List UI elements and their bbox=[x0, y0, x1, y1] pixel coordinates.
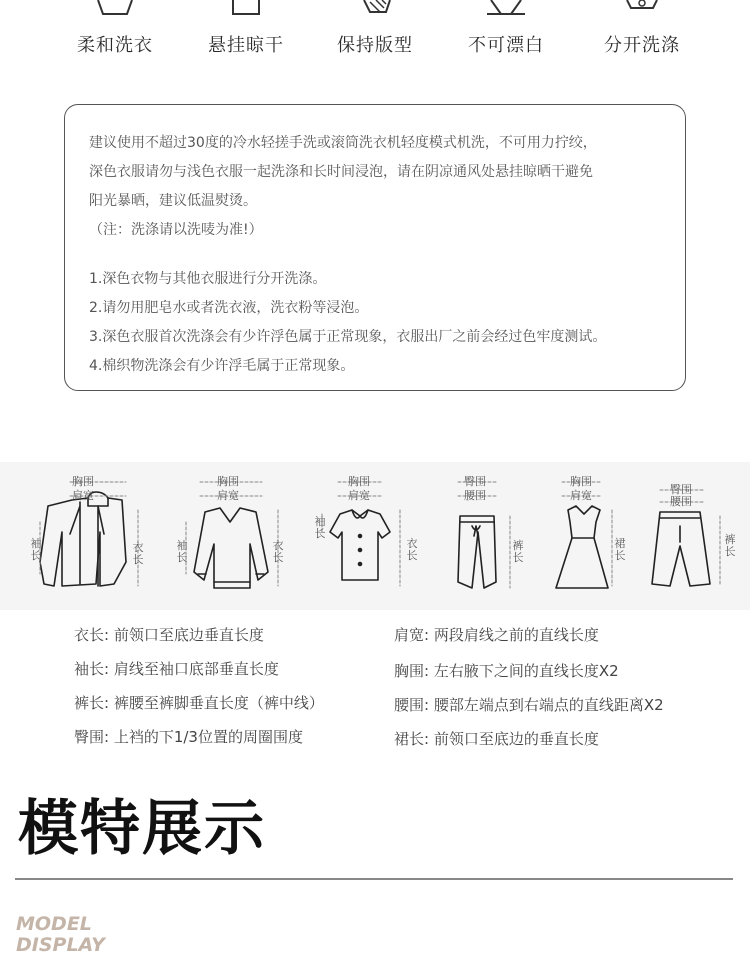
definition-item: 裤长: 裤腰至裤脚垂直长度（裤中线） bbox=[74, 694, 324, 712]
care-item-handwash bbox=[55, 0, 175, 70]
pants-length-label: 裤长 bbox=[512, 539, 524, 564]
shirt-icon bbox=[330, 510, 390, 580]
sweater-length-label: 衣长 bbox=[272, 539, 284, 564]
sweater-icon bbox=[194, 508, 268, 588]
notice-line: 深色衣服请勿与浅色衣服一起洗涤和长时间浸泡，请在阴凉通风处悬挂晾晒干避免 bbox=[89, 164, 593, 180]
care-instructions-row bbox=[0, 0, 750, 70]
jacket-length-label: 衣长 bbox=[132, 541, 144, 566]
jacket-shoulder-label: 肩宽 bbox=[72, 489, 94, 502]
jacket-sleeve-label: 袖长 bbox=[30, 537, 42, 562]
care-label: 柔和洗衣 bbox=[77, 35, 153, 56]
notice-note: （注：洗涤请以洗唛为准!） bbox=[89, 222, 263, 238]
notice-point: 3.深色衣服首次洗涤会有少许浮色属于正常现象，衣服出厂之前会经过色牢度测试。 bbox=[89, 329, 607, 345]
pants-icon bbox=[458, 516, 496, 588]
separate-wash-icon bbox=[617, 0, 667, 20]
definition-item: 袖长: 肩线至袖口底部垂直长度 bbox=[74, 660, 279, 678]
notice-point: 2.请勿用肥皂水或者洗衣液，洗衣粉等浸泡。 bbox=[89, 300, 369, 316]
definition-item: 肩宽: 两段肩线之前的直线长度 bbox=[394, 626, 599, 644]
care-item-no-bleach bbox=[446, 0, 566, 70]
garment-illustrations bbox=[0, 462, 750, 610]
sweater-shoulder-label: 肩宽 bbox=[217, 489, 239, 502]
shirt-shoulder-label: 肩宽 bbox=[348, 489, 370, 502]
handwash-icon bbox=[90, 0, 140, 20]
shirt-sleeve-label: 袖长 bbox=[314, 515, 326, 540]
model-display-title: 模特展示 bbox=[18, 794, 266, 864]
definition-item: 衣长: 前领口至底边垂直长度 bbox=[74, 626, 264, 644]
dress-chest-label: 胸围 bbox=[570, 475, 592, 488]
dress-icon bbox=[556, 506, 608, 588]
no-bleach-icon bbox=[481, 0, 531, 20]
care-item-iron bbox=[315, 0, 435, 70]
definition-item: 胸围: 左右腋下之间的直线长度X2 bbox=[394, 662, 619, 680]
hang-dry-icon bbox=[221, 0, 271, 20]
dress-shoulder-label: 肩宽 bbox=[570, 489, 592, 502]
model-subtitle-line2: DISPLAY bbox=[16, 934, 105, 956]
dress-length-label: 裙长 bbox=[614, 537, 626, 562]
shorts-length-label: 裤长 bbox=[724, 533, 736, 558]
garment-measurement-diagrams bbox=[0, 462, 750, 610]
pants-waist-label: 腰围 bbox=[464, 489, 486, 502]
sweater-chest-label: 胸围 bbox=[217, 475, 239, 488]
iron-icon bbox=[350, 0, 400, 20]
pants-hip-label: 臀围 bbox=[464, 475, 486, 488]
notice-point: 1.深色衣物与其他衣服进行分开洗涤。 bbox=[89, 271, 327, 287]
care-item-separate-wash bbox=[582, 0, 702, 70]
shorts-icon bbox=[652, 512, 710, 586]
definition-item: 臀围: 上裆的下1/3位置的周圈围度 bbox=[74, 728, 303, 746]
care-label: 保持版型 bbox=[337, 35, 413, 56]
care-label: 不可漂白 bbox=[468, 35, 544, 56]
care-label: 分开洗涤 bbox=[604, 35, 680, 56]
definition-item: 裙长: 前领口至底边的垂直长度 bbox=[394, 730, 599, 748]
care-label: 悬挂晾干 bbox=[208, 35, 284, 56]
sweater-sleeve-label: 袖长 bbox=[176, 539, 188, 564]
washing-notice-box bbox=[64, 104, 686, 391]
notice-line: 阳光暴晒，建议低温熨烫。 bbox=[89, 193, 257, 209]
notice-line: 建议使用不超过30度的冷水轻搓手洗或滚筒洗衣机轻度模式机洗，不可用力拧绞， bbox=[89, 135, 597, 151]
shorts-waist-label: 腰围 bbox=[670, 495, 692, 508]
shirt-chest-label: 胸围 bbox=[348, 475, 370, 488]
shirt-length-label: 衣长 bbox=[406, 537, 418, 562]
notice-point: 4.棉织物洗涤会有少许浮毛属于正常现象。 bbox=[89, 358, 355, 374]
section-divider bbox=[15, 878, 733, 880]
jacket-chest-label: 胸围 bbox=[72, 475, 94, 488]
measurement-definitions bbox=[0, 620, 750, 760]
jacket-icon bbox=[40, 489, 126, 586]
shorts-hip-label: 臀围 bbox=[670, 483, 692, 496]
definition-item: 腰围: 腰部左端点到右端点的直线距离X2 bbox=[394, 696, 664, 714]
model-subtitle-line1: MODEL bbox=[16, 913, 92, 935]
care-item-hang-dry bbox=[186, 0, 306, 70]
